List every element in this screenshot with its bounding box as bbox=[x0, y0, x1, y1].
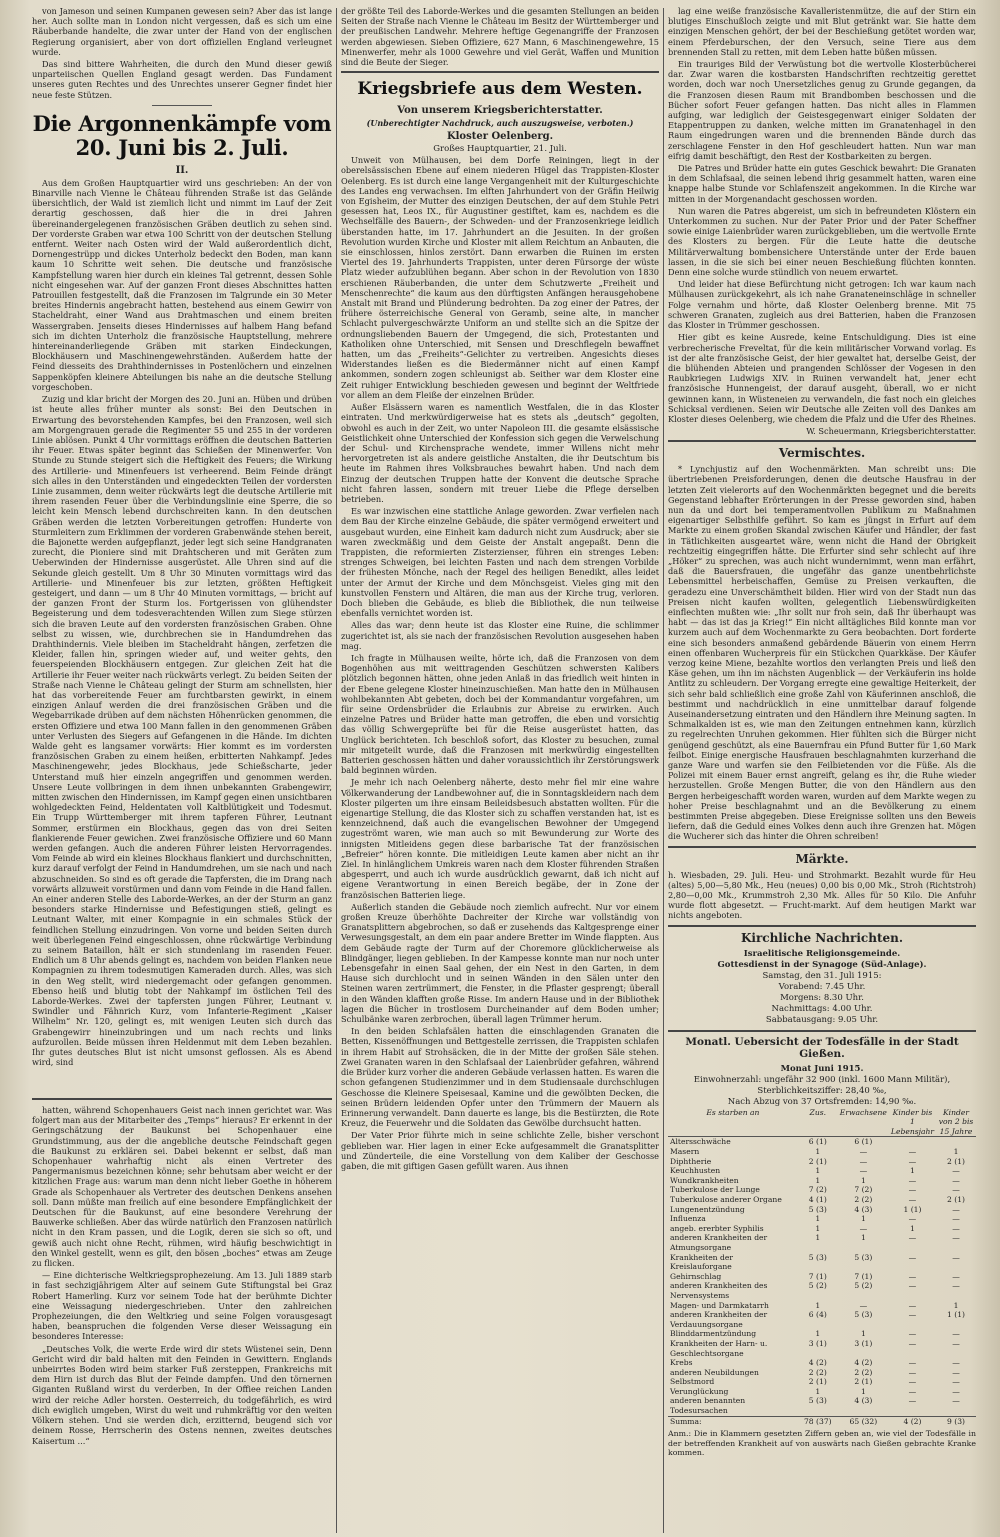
table-cell: 1 bbox=[815, 1386, 821, 1396]
headline-number: II. bbox=[175, 164, 189, 176]
paragraph: von Jameson und seinen Kumpanen gewesen sein? Aber das ist lange her. Auch sollte man in London nicht vergessen, daß es sich um eine Räuberbande handelte, die zwar unter der Hand von der englischen Regierung organisiert, aber von dort offiziellen England verleugnet wurde. bbox=[32, 6, 332, 57]
intro-text bbox=[32, 6, 332, 100]
headline-kriegsbriefe: Kriegsbriefe aus dem Westen. bbox=[357, 79, 643, 100]
table-cell: — bbox=[908, 1310, 917, 1320]
stat-population: Einwohnerzahl: ungefähr 32 900 (inkl. 1600 Mann Militär), Sterblichkeitsziffer: 28,40 ‰, bbox=[693, 1074, 951, 1096]
table-row bbox=[668, 1157, 976, 1167]
table-cell: — bbox=[952, 1185, 960, 1195]
table-cell: Masern bbox=[670, 1147, 700, 1157]
table-cell: Selbstmord bbox=[670, 1377, 715, 1387]
table-cell: 1 bbox=[953, 1147, 959, 1157]
church-notice-line: Sabbatausgang: 9.05 Uhr. bbox=[765, 1014, 879, 1025]
table-header-cell: Kinder von 2 bis 15 Jahre bbox=[936, 1108, 976, 1137]
table-cell: — bbox=[952, 1223, 960, 1233]
table-header-cell: Erwachsene bbox=[838, 1108, 889, 1137]
column-2 bbox=[341, 6, 659, 1531]
table-cell: Krebs bbox=[670, 1358, 693, 1368]
church-notices bbox=[668, 949, 976, 1026]
table-cell: 4 (3) bbox=[854, 1204, 873, 1214]
paragraph: — Eine dichterische Weltkriegsprophezeiung. Am 13. Juli 1889 starb in fast sechzigjährigem Alter auf seinem Gute Stiftungstal bei Graz Robert Hamerling. Kurz vor seinem Tode hat der berühmte Dichter eine Weissagung niedergeschrieben. Unter den zahlreichen Prophezeiungen, die den Weltkrieg und seine Folgen vorausgesagt haben, beanspruchen die folgenden Verse dieser Weissagung ein besonderes Interesse: bbox=[32, 1270, 332, 1342]
table-row bbox=[668, 1368, 976, 1378]
feuilleton-body bbox=[32, 1105, 332, 1446]
stat-note: Anm.: Die in Klammern gesetzten Ziffern geben an, wie viel der Todesfälle in der betreffenden Krankheit auf von auswärts nach Gießen gebrachte Kranke kommen. bbox=[668, 1429, 976, 1458]
paragraph: hatten, während Schopenhauers Geist nach innen gerichtet war. Was folgert man aus der Mitarbeiter des „Temps“ hieraus? Er erkennt in der Geringschätzung der Baukunst bei Schopenhauer eine Grundstimmung, aus der die angebliche deutsche Feindschaft gegen die Baukunst zu erklären sei. Dabei bekennt er selbst, daß man Schopenhauer wahrhaftig nicht als einen Vertreter des Pangermanismus bezeichnen könne; sehr behutsam aber weicht er der kitzlichen Frage aus: warum man denn nicht lieber Goethe in höherem Grade als Schopenhauer als Vertreter des deutschen Denkens ansehen soll. Dann müßte man freilich auf eine besondere Empfänglichkeit der Deutschen für die Baukunst, auf eine besondere Verehrung der Bauwerke schließen. Aber das würde natürlich den Franzosen natürlich nicht in den Kram passen, und die Logik, deren sie sich so oft, und gewiß auch nicht ohne Recht, rühmen, wird häufig beschwichtigt in den Winkel gestellt, wenn es gilt, den bösen „boches“ etwas am Zeuge zu flicken. bbox=[32, 1105, 332, 1269]
table-cell: anderen Krankheiten des Nervensystems bbox=[670, 1281, 768, 1300]
table-row bbox=[668, 1339, 976, 1358]
table-cell: — bbox=[952, 1329, 960, 1339]
table-row bbox=[668, 1205, 976, 1215]
table-cell: — bbox=[859, 1223, 868, 1233]
table-cell: 2 (2) bbox=[854, 1367, 873, 1377]
table-cell: — bbox=[952, 1175, 960, 1185]
church-notice-line: Israelitische Religionsgemeinde. bbox=[743, 948, 901, 959]
table-cell: Keuchhusten bbox=[670, 1166, 721, 1176]
table-row bbox=[668, 1176, 976, 1186]
church-notice-line: Nachmittags: 4.00 Uhr. bbox=[771, 1003, 873, 1014]
paragraph: lag eine weiße französische Kavalleristenmütze, die auf der Stirn ein blutiges Einschußloch zeigte und mit Blut getränkt war. Sie hatte dem einzigen Menschen gehört, der bei der Beschießung getötet worden war, einem Pferdeburschen, der den Versuch, seine Tiere aus dem brennenden Stall zu retten, mit dem Leben hatte büßen müssen. bbox=[668, 6, 976, 57]
column-rule bbox=[663, 8, 664, 1533]
table-sum-row bbox=[668, 1416, 976, 1426]
continued-text bbox=[341, 6, 659, 67]
table-cell: 4 (2) bbox=[889, 1416, 936, 1426]
table-cell: 1 bbox=[860, 1175, 866, 1185]
separator bbox=[668, 1030, 976, 1032]
table-cell: 1 bbox=[815, 1214, 821, 1224]
table-cell: 6 (1) bbox=[854, 1137, 873, 1147]
table-cell: — bbox=[859, 1156, 868, 1166]
table-cell: — bbox=[908, 1300, 917, 1310]
table-cell: — bbox=[908, 1147, 917, 1157]
table-cell: 5 (3) bbox=[808, 1396, 827, 1406]
table-header-cell: Es starben an bbox=[668, 1108, 798, 1137]
table-cell: Verunglückung bbox=[670, 1386, 729, 1396]
church-notice-line: Morgens: 8.30 Uhr. bbox=[780, 992, 864, 1003]
table-cell bbox=[936, 1137, 976, 1147]
table-cell: Tuberkulose der Lunge bbox=[670, 1185, 760, 1195]
table-cell: 78 (37) bbox=[798, 1416, 838, 1426]
table-cell: Wundkrankheiten bbox=[670, 1175, 739, 1185]
table-cell: — bbox=[952, 1396, 960, 1406]
table-cell: 1 (1) bbox=[946, 1310, 965, 1320]
table-cell: — bbox=[952, 1377, 960, 1387]
table-cell: 7 (2) bbox=[854, 1185, 873, 1195]
table-cell: — bbox=[952, 1166, 960, 1176]
table-header-cell: Kinder bis 1 Lebensjahr bbox=[890, 1107, 935, 1136]
separator bbox=[668, 925, 976, 927]
table-cell: 1 bbox=[815, 1223, 821, 1233]
table-cell: — bbox=[952, 1281, 960, 1291]
church-notice-line: Gottesdienst in der Synagoge (Süd-Anlage). bbox=[717, 959, 927, 970]
table-row bbox=[668, 1396, 976, 1416]
table-cell: — bbox=[952, 1214, 960, 1224]
table-cell: 5 (3) bbox=[808, 1204, 827, 1214]
table-cell: Krankheiten der Harn- u. Geschlechtsorgane bbox=[670, 1338, 768, 1358]
paragraph: In den beiden Schlafsälen hatten die einschlagenden Granaten die Betten, Kissenöffnungen und Bettgestelle zerrissen, die Trappisten schlafen in ihrem Habit auf Strohsäcken, die in der Mitte der großen Säle stehen. Zwei Granaten waren in den Schlafsaal der Laienbrüder gefahren, während die Brüder kurz vorher die anderen Gebäude verlassen hatten. Es waren die schon gefangenen Studienzimmer und in dem Studiensaale durchschlugen Geschosse die Kleinere Speisesaal, Kamine und die gewölbten Decken, die seinen Brüdern leidenden Opfer unter den Trümmern der Mauern als Erinnerung verwandelt. Dann dauerte es lange, bis die Bestürzten, die Rote Kreuz, die Feuerwehr und die Soldaten das Gewölbe durchsucht hatten. bbox=[341, 1026, 659, 1129]
dateline: Großes Hauptquartier, 21. Juli. bbox=[433, 144, 567, 155]
table-cell: — bbox=[908, 1214, 917, 1224]
table-cell: anderen Krankheiten der Atmungsorgane bbox=[670, 1233, 768, 1252]
table-row bbox=[668, 1224, 976, 1234]
table-cell: 1 bbox=[910, 1166, 915, 1176]
table-cell: 1 bbox=[860, 1233, 866, 1243]
headline-argonnen: Die Argonnenkämpfe vom 20. Juni bis 2. Juli. bbox=[32, 110, 332, 160]
table-header-cell: Zus. bbox=[798, 1108, 838, 1137]
table-cell: 1 bbox=[860, 1386, 866, 1396]
table-cell: 1 bbox=[860, 1329, 866, 1339]
paragraph: Ich fragte in Mülhausen weilte, hörte ich, daß die Franzosen von dem Bogenhöhen aus mit weittragenden Geschützen schwersten Kalibers plötzlich begonnen hätten, ohne jeden Anlaß in das friedlich weit hinten in der Ebene gelegene Kloster hineinzuschießen. Man hatte den in Mülhausen wohlbekannten Abt gebeten, doch bei der Kommandantur vorgefahren, um für seine Ordensbrüder die Erlaubnis zur Abreise zu erwirken. Auch einzelne Patres und Brüder hatte man getroffen, die eben und vorsichtig das völlig Schwergeprüfte bei für die Reise ausgerüstet hatten, das Unglück berichteten. Ich beschloß sofort, das Kloster zu besuchen, zumal mir mitgeteilt wurde, daß die Franzosen mit merkwürdig eingestellten Batterien geschossen hätten und daher voraussichtlich ihr Zerstörungswerk bald beginnen würden. bbox=[341, 652, 659, 776]
paragraph: „Deutsches Volk, die werte Erde wird dir stets Wüstenei sein, Denn Gericht wird dir bald halten mit den Feinden in Gewittern. Englands unbeirrtes Boden wird beim starker Fuß zersteppen, Frankreichs mit dem Hirn ist durch das Blut der Feinde dampfen. Und den törnernen Giganten Rußland wirst du verderben, In der Offiee reichen Landen wird der reiche Adler horsten. Oesterreich, du todgefährlich, es wird dich ewiglich umgeben, Wirst du weit und ruhmkräftig vor den weiten Völkern stehen. Und sie werden dich, erzitternd, beugend sich vor deinem Rosse, Herrscherin des Ostens nennen, zweites deutsches Kaisertum ...“ bbox=[32, 1343, 332, 1446]
table-cell: 2 (1) bbox=[946, 1156, 965, 1166]
table-row bbox=[668, 1272, 976, 1282]
section-rule bbox=[32, 1098, 332, 1100]
table-cell: — bbox=[908, 1195, 917, 1204]
table-cell: Altersschwäche bbox=[670, 1137, 731, 1147]
separator bbox=[152, 105, 212, 106]
table-row bbox=[668, 1301, 976, 1311]
table-cell: — bbox=[908, 1175, 917, 1185]
table-row bbox=[668, 1281, 976, 1300]
table-cell bbox=[889, 1137, 936, 1147]
table-cell: 5 (3) bbox=[854, 1252, 873, 1262]
stat-population-adjusted: Nach Abzug von 37 Ortsfremden: 14,90 ‰. bbox=[727, 1096, 917, 1107]
article-subtitle: Kloster Oelenberg. bbox=[446, 131, 554, 143]
table-cell: Blinddarmentzündung bbox=[670, 1329, 757, 1339]
table-cell: 5 (2) bbox=[808, 1281, 827, 1291]
column-1 bbox=[32, 6, 332, 1094]
table-row bbox=[668, 1137, 976, 1147]
table-cell: — bbox=[952, 1233, 960, 1243]
section-maerkte: Märkte. bbox=[795, 851, 849, 866]
table-cell: 1 bbox=[815, 1233, 821, 1243]
table-cell: — bbox=[908, 1156, 917, 1166]
paragraph: Unweit von Mülhausen, bei dem Dorfe Reiningen, liegt in der oberelsässischen Ebene auf einem niederen Hügel das Trappisten-Kloster Oelenberg. Es ist durch eine lange Vergangenheit mit der Kulturgeschichte des Landes eng verwachsen. Im elften Jahrhundert von der Gräfin Heilwig von Egisheim, der Mutter des einzigen Deutschen, der auf dem Stuhle Petri gesessen hat, Leos IX., für Augustiner gestiftet, kam es, nachdem es die Wechselfälle des Bauern-, der Schweden- und der Franzosenkriege leidlich überstanden hatte, im 17. Jahrhundert an die Jesuiten. In der großen Revolution wurden Kirche und Kloster mit allem Reichtum an Anbauten, die sie einschlossen, hinlos zerstört. Dann erwarben die Ruinen im ersten Viertel des 19. Jahrhunderts Trappisten, unter deren Fürsorge der wüste Platz wieder aufzublühen begann. Aber schon in der Revolution von 1830 erschienen Räuberbanden, die unter dem Schutzwerte „Freiheit und Menschenrechte“ die kaum aus den dürftigsten Anfängen herausgehobene Anstalt mit Brand und Plünderung bedrohten. Da zog einer der Patres, der frühere österreichische General von Geramb, seine alte, in mancher Schlacht pulvergeschwärzte Uniform an und stellte sich an die Spitze der ordnungsliebenden Bauern der Umgegend, die sich, Protestanten und Katholiken ohne Unterschied, mit Sensen und Dreschflegeln bewaffnet hatten, um das „Freiheits“-Gelichter zu vertreiben. Angesichts dieses Widerstandes ließen es die Biedermänner nicht auf einen Kampf ankommen, sondern zogen schleunigst ab. Seither war dem Kloster eine Zeit ruhiger Entwicklung beschieden gewesen und beginnt der Weltfriede vor allem an dem Fleiße der einzelnen Brüder. bbox=[341, 155, 659, 400]
table-cell: 4 (2) bbox=[854, 1358, 873, 1368]
table-cell: 4 (1) bbox=[808, 1195, 827, 1204]
stat-title: Monatl. Uebersicht der Todesfälle in der Stadt Gießen. bbox=[685, 1035, 959, 1060]
table-cell: — bbox=[908, 1367, 917, 1377]
paragraph: Der Vater Prior führte mich in seine schlichte Zelle, bisher verschont geblieben war. Hier lagen in einer Ecke aufgesammelt die Granatsplitter und Zünderteile, die eine Vorstellung von dem Kaliber der Geschosse gaben, die mit giftigen Gasen gefüllt waren. Aus ihnen bbox=[341, 1130, 659, 1171]
table-cell: — bbox=[908, 1252, 917, 1262]
article-body bbox=[32, 178, 332, 1068]
table-cell: 5 (2) bbox=[854, 1281, 873, 1291]
church-notice-line: Samstag, den 31. Juli 1915: bbox=[762, 970, 882, 981]
table-cell: — bbox=[952, 1386, 960, 1396]
table-cell: 2 (1) bbox=[946, 1195, 965, 1204]
paragraph: Aus dem Großen Hauptquartier wird uns geschrieben: An der von Binarville nach Vienne le Château führenden Straße ist das Gelände übersichtlich, der Wald ist ziemlich licht und nimmt im Lauf der Zeit derartig geschossen, daß hier die in drei Jahren übereinandergelegenen französischen Gräben deutlich zu sehen sind. Der vorderste Graben war etwa 100 Schritt von der deutschen Stellung entfernt. Weiter nach Osten wird der Wald außerordentlich dicht, Dornengestrüpp und dickes Unterholz bedeckt den Boden, man kann kaum 10 Schritte weit sehen. Die deutsche und französische Kampfstellung waren hier durch ein kleines Tal getrennt, dessen Sohle nicht eingesehen war. Auf der ganzen Front dieses Abschnittes hatten Patrouillen festgestellt, daß die Franzosen im Talgrunde ein 30 Meter breites Hindernis angebracht hatten, bestehend aus einem Gewirr von Stacheldraht, einer Wand aus Drahtmaschen und einem breiten Wassergraben. Jenseits dieses Hindernisses auf halbem Hang befand sich im dichten Unterholz die französische Hauptstellung, mehrere hintereinanderliegende Gräben mit starken Eindeckungen, Blockhäusern und Maschinengewehrständen. Außerdem hatte der Feind diesseits des Drahthindernisses in Postenlöchern und einzelnen Sappenköpfen kleinere Abteilungen bis nahe an die deutsche Stellung vorgeschoben. bbox=[32, 177, 332, 392]
vermischtes-body bbox=[668, 464, 976, 842]
table-row bbox=[668, 1358, 976, 1368]
table-cell: — bbox=[952, 1338, 960, 1348]
table-cell: — bbox=[908, 1185, 917, 1195]
table-cell: — bbox=[952, 1367, 960, 1377]
table-cell: 3 (1) bbox=[854, 1338, 873, 1348]
table-row bbox=[668, 1195, 976, 1205]
column-rule bbox=[336, 8, 337, 1533]
markets-text: h. Wiesbaden, 29. Juli. Heu- und Strohmarkt. Bezahlt wurde für Heu (altes) 5,00—5,80 Mk., Heu (neues) 0,00 bis 0,00 Mk., Stroh (Richtstroh) 2,80—0,00 Mk., Krummstroh 2,30 Mk. Alles für 50 Kilo. Die Anfuhr wurde flott abgesetzt. — Frucht-markt. Auf dem heutigen Markt war nichts angeboten. bbox=[668, 869, 976, 921]
table-cell: Influenza bbox=[670, 1214, 706, 1224]
table-cell: Lungenentzündung bbox=[670, 1204, 745, 1214]
table-cell: — bbox=[859, 1300, 868, 1310]
table-cell: 1 bbox=[815, 1147, 821, 1157]
table-cell: anderen Neubildungen bbox=[670, 1367, 759, 1377]
table-cell: 5 (3) bbox=[808, 1252, 827, 1262]
table-cell: — bbox=[908, 1329, 917, 1339]
table-cell: — bbox=[908, 1271, 917, 1281]
table-cell: — bbox=[952, 1358, 960, 1368]
table-row bbox=[668, 1253, 976, 1272]
paragraph: * Lynchjustiz auf den Wochenmärkten. Man schreibt uns: Die übertriebenen Preisforderungen, denen die deutsche Hausfrau in der letzten Zeit vielerorts auf den Wochenmärkten begegnet und die bereits Gegenstand lebhafter Erörterungen in der Presse geworden sind, haben nun da und dort bei temperamentvollen Publikum zu Maßnahmen eigenartiger Selbsthilfe geführt. So kam es jüngst in Erfurt auf dem Markte zu einem großen Skandal zwischen Käufer und Händler, der fast in Tätlichkeiten ausgeartet wäre, wenn nicht die Hand der Obrigkeit rechtzeitig eingegriffen hätte. Die Erfurter sind sehr schlecht auf ihre „Höker“ zu sprechen, was auch nicht wundernimmt, wenn man erfährt, daß die Bauersfrauen, die ungefähr das ganze unentbehrlichste Lebensmittel herbeischaffen, Gemüse zu Preisen verkauften, die geradezu eine Unverschämtheit bilden. Hier wird von der Stadt nun das Preisen nicht kaufen wollten, gelegentlich Liebenswürdigkeiten einflechten mußten wie: „Ihr sollt nur froh sein, daß Ihr überhaupt was habt — das ist das ja Krieg!“ Ein nicht alltägliches Bild konnte man vor kurzem auch auf dem Wochenmarkte zu Gera beobachten. Dort forderte eine sich besonders anmaßend gebärdende Bäuerin von einem Herrn einen offenbaren Wucherpreis für ein Stückchen Quarkkäse. Der Käufer verzog keine Miene, bezahlte wortlos den verlangten Preis und ließ den Käse gehen, um ihn im nächsten Augenblick — der Verkäuferin ins holde Antlitz zu schleudern. Der Vorgang erregte eine gewaltige Heiterkeit, der sich sehr bald schließlich eine große Zahl von Käuferinnen anschloß, die bestimmt und nachdrücklich in eine unmittelbar darauf folgende Auseinandersetzung eintraten und den Händlern ihre Meinung sagten. In Schmalkalden ist es, wie man den Zeitungen entnehmen kann, kürzlich zu regelrechten Unruhen gekommen. Hier fühlten sich die Bürger nicht genügend geschützt, als eine Bauernfrau ein Pfund Butter für 1,60 Mark feilbot. Einige energische Hausfrauen beschlagnahmten kurzerhand die ganze Ware und warfen sie den Feilbietenden vor die Füße. Als die Polizei mit einem Bauer ernst angreift, gelang es ihr, die Ruhe wieder herzustellen. Große Mengen Butter, die von den Händlern aus den Bergen herbeigeschafft worden waren, wurden auf dem Markte wegen zu hoher Preise beschlagnahmt und an die Bevölkerung zu einem bestimmten Preise abgegeben. Diese Ereignisse sollten uns den Beweis liefern, daß die Geduld eines Volkes denn auch ihre Grenzen hat. Mögen die Wucherer sich das hinter die Ohren schreiben! bbox=[668, 464, 976, 842]
table-cell: angeb. ererbter Syphilis bbox=[670, 1223, 764, 1233]
paragraph: Und leider hat diese Befürchtung nicht getrogen: Ich war kaum nach Mülhausen zurückgekehrt, als ich nahe Granateneinschläge in schneller Folge vernahm und hörte, daß Kloster Oelenberg brenne. Mit 75 schweren Granaten, zugleich aus drei Batterien, haben die Franzosen das Kloster in Trümmer geschossen. bbox=[668, 279, 976, 331]
paragraph: Alles das war; denn heute ist das Kloster eine Ruine, die schlimmer zugerichtet ist, als sie nach der französischen Revolution ausgesehen haben mag. bbox=[341, 620, 659, 651]
church-notice-line: Vorabend: 7.45 Uhr. bbox=[778, 981, 866, 992]
table-cell: 1 bbox=[815, 1166, 821, 1176]
table-cell: 1 (1) bbox=[903, 1204, 922, 1214]
table-cell: 6 (4) bbox=[808, 1310, 827, 1320]
byline: Von unserem Kriegsberichterstatter. bbox=[397, 105, 603, 117]
table-cell: — bbox=[859, 1147, 868, 1157]
table-cell: anderen benannten Todesursachen bbox=[670, 1396, 746, 1416]
table-cell: 1 bbox=[953, 1300, 959, 1310]
table-cell: — bbox=[908, 1233, 917, 1243]
paragraph: Das sind bittere Wahrheiten, die durch den Mund dieser gewiß unparteiischen Quellen England gesagt werden. Das Fundament unseres guten Rechtes und des Unrechtes unserer Gegner findet hier neue feste Stützen. bbox=[32, 59, 332, 100]
table-cell: anderen Krankheiten der Verdauungsorgane bbox=[670, 1310, 768, 1329]
table-cell: 6 (1) bbox=[808, 1137, 827, 1147]
table-cell: — bbox=[908, 1386, 917, 1396]
table-cell: 65 (32) bbox=[838, 1416, 889, 1426]
table-cell: 2 (2) bbox=[854, 1195, 873, 1204]
table-cell: 2 (2) bbox=[808, 1367, 827, 1377]
article-body bbox=[668, 6, 976, 424]
table-cell: Krankheiten der Kreislauforgane bbox=[670, 1252, 733, 1272]
table-cell: — bbox=[952, 1204, 960, 1214]
table-cell: — bbox=[859, 1166, 868, 1176]
table-cell: 7 (1) bbox=[808, 1271, 827, 1281]
table-row bbox=[668, 1377, 976, 1387]
table-cell: 4 (2) bbox=[808, 1358, 827, 1368]
table-row bbox=[668, 1329, 976, 1339]
table-row bbox=[668, 1147, 976, 1157]
table-cell: — bbox=[952, 1252, 960, 1262]
separator bbox=[668, 846, 976, 848]
table-cell: 9 (3) bbox=[936, 1416, 976, 1426]
separator bbox=[668, 440, 976, 442]
table-row bbox=[668, 1166, 976, 1176]
paragraph: Zuzig und klar bricht der Morgen des 20. Juni an. Hüben und drüben ist heute alles früher munter als sonst: Bei den Deutschen in Erwartung des bevorstehenden Kampfes, bei den Franzosen, weil sich am Morgengrauen gerade die Regimenter 55 und 255 in der vorderen Linie ablösen. Punkt 4 Uhr vormittags eröffnen die deutschen Batterien ihr Feuer. Etwas später beginnt das Schießen der Minenwerfer. Von Stunde zu Stunde steigert sich die Heftigkeit des Feuers; die Wirkung des Artillerie- und Minenfeuers ist verheerend. Beim Feinde drängt sich alles in den Unterständen und eingedeckten Teilen der vordersten Linie zusammen, denn weiter rückwärts legt die deutsche Artillerie mit ihrem rasenden Feuer über die Verbindungslinie eine Sperre, die so leicht kein Mensch lebend durchschreiten kann. In den deutschen Gräben werden die letzten Vorbereitungen getroffen: Hunderte von Sturmleitern zum Erklimmen der vorderen Grabenwände stehen bereit, die Bajonette werden aufgepflanzt, jeder legt sich seine Handgranaten zurecht, die Pioniere sind mit Drahtscheren und mit Geräten zum Ueberwinden der Hindernisse ausgerüstet. Alle Uhren sind auf die Sekunde gleich gestellt. Um 8 Uhr 30 Minuten vormittags wird das Artillerie- und Minenfeuer bis zur letzten, größten Heftigkeit gesteigert, und dann — um 8 Uhr 40 Minuten vormittags, — bricht auf der ganzen Front der Sturm los. Fortgerissen von glühendster Begeisterung und dem todesverachtenden Willen zum Siege stürzen sich die braven Leute auf den vordersten französischen Graben. Ohne selbst zu wissen, wie, durchbrechen sie in Handumdrehen das Drahthindernis. Viele bleiben im Stacheldraht hängen, zerfetzen die Kleider, fallen hin, springen wieder auf, und weiter gehts, den feuerspeienden Blockhäusern entgegen. Zur gleichen Zeit hat die Artillerie ihr Feuer weiter nach rückwärts verlegt. Zu beiden Seiten der Straße nach Vienne le Château gelingt der Sturm am schnellsten, hier hat das vorbereitende Feuer am furchtbarsten gewirkt, in einem einzigen Anlauf werden die drei französischen Gräben und die Wegebarrikade drüben auf dem nächsten Höhenrücken genommen, die ersten Offiziere und etwa 100 Mann fallen in den genommenen Gräben unter Verlusten des Siegers auf Gefangenen in die Hände. Im dichten Walde geht es langsamer vorwärts: Hier kommt es im vordersten französischen Graben zu einem heißen, erbitterten Nahkampf. Jedes Maschinengewehr, jedes Blockhaus, jede Schießscharte, jeder Unterstand muß hier einzeln angegriffen und genommen werden. Unsere Leute vollbringen in dem ihnen unbekannten Grabengewirr, mitten zwischen den Hindernissen, im Kampf gegen einen unsichtbaren wohlgedeckten Feind, Heldentaten voll Kaltblütigkeit und Todesmut. Ein Trupp Württemberger mit ihrem tapferen Führer, Leutnant Sommer, erstürmen ein Blockhaus, gegen das von drei Seiten flankierende Feuer gewichen. Zwei französische Offiziere und 60 Mann werden gefangen. Auch die anderen Führer leisten Hervorragendes. Vom Feinde ab wird ein kleines Blockhaus flankiert und durchschnitten, kurz darauf verfolgt der Feind in Handumdrehen, um sie nach und nach abzuschneiden. So sind es oft gerade die Tapfersten, die im Drang nach vorwärts allzuweit vorstürmen und dann vom Feinde in die Hand fallen. An einer anderen Stelle des Laborde-Werkes, an der der Sturm an ganz besonders starke Hindernisse und Befestigungen stieß, gelingt es Leutnant Walter, mit einer Kompagnie in ein schmales Stück der feindlichen Stellung einzudringen. Von vorne und beiden Seiten durch weit überlegenen Feind eingeschlossen, ohne rückwärtige Verbindung zu seinem Bataillon, hält er sich stundenlang im rasenden Feuer. Endlich um 8 Uhr abends gelingt es, nachdem von beiden Flanken neue Kompagnien zu ihrem todesmutigen Kameraden durch. Alles, was sich in den Weg stellt, wird niedergemacht oder gefangen genommen. Ebenso heiß und blutig tobt der Nahkampf im östlichen Teil des Laborde-Werkes. Zwei der tapfersten jungen Führer, Leutnant v. Swindler und Fähnrich Kurz, vom Infanterie-Regiment „Kaiser Wilhelm“ Nr. 120, gelingt es, mit wenigen Leuten sich durch das Grabengewirr hineinzubringen und um nach rechts und links aufzurollen. Beide müssen ihren Heldenmut mit dem Leben bezahlen. Ihr gutes deutsches Blut ist nicht umsonst geflossen. Als es Abend wird, sind bbox=[32, 394, 332, 1068]
table-row bbox=[668, 1185, 976, 1195]
section-kirchliche: Kirchliche Nachrichten. bbox=[740, 930, 904, 945]
table-cell: 4 (3) bbox=[854, 1396, 873, 1406]
table-row bbox=[668, 1214, 976, 1224]
paragraph: Es war inzwischen eine stattliche Anlage geworden. Zwar verfielen nach dem Bau der Kirche einzelne Gebäude, die später vermögend erweitert und ausgebaut wurden, eine Einheit kam dadurch nicht zum Ausdruck; aber sie waren zweckmäßig und dem Geiste der Anstalt angepaßt. Denn die Trappisten, die reformierten Zisterzienser, führen ein strenges Leben: strenges Schweigen, bei leichten Fasten und nach dem strengen Vorbilde der frühesten Mönche, nach der Regel des heiligen Benedikt, alles leidet unter der Armut der Kirche und dem Mönchsgeist. Vieles ging mit den kunstvollen Fenstern und Altären, die man aus der Kirche trug, verloren. Doch blieben die Gebäude, es blieb die Bibliothek, die nun teilweise ebenfalls vernichtet worden ist. bbox=[341, 506, 659, 619]
table-cell: — bbox=[908, 1338, 917, 1348]
table-cell: 5 (3) bbox=[854, 1310, 873, 1320]
table-cell: 2 (1) bbox=[854, 1377, 873, 1387]
paragraph: Hier gibt es keine Ausrede, keine Entschuldigung. Dies ist eine verbrecherische Freveltat, für die kein militärischer Vorwand vorlag. Es ist der alte französische Geist, der hier gewaltet hat, derselbe Geist, der die blühenden Abteien und prangenden Schlösser der Vogesen in den Raubkriegen Ludwigs XIV. in Ruinen verwandelt hat, jener echt französische Hunnengeist, der darauf ausgeht, überall, wo er nicht gewinnen kann, in Wüsteneien zu verwandeln, die fast noch ein gleiches Schicksal verdienen. Seien wir Deutsche alle Zeiten voll des Dankes am Kloster dieses Oelenberg, wie chedem die Pfalz und die Ufer des Rheines. bbox=[668, 332, 976, 424]
paragraph: Außer Elsässern waren es namentlich Westfalen, die in das Kloster eintraten. Und merkwürdigerweise hat es stets als „deutsch“ gegolten, obwohl es auch in der Zeit, wo unter Napoleon III. die gesamte elsässische Geistlichkeit ohne Unterschied der Konfession sich gegen die Verwelschung der Schul- und Kirchensprache wendete, immer Willens nicht mehr hervorgetreten ist als andere geistliche Anstalten, die ihr Deutschtum bis heute im Rahmen ihres Volksbrauches bewahrt haben. Und nach dem Einzug der deutschen Truppen hatte der Konvent die deutsche Sprache nicht fahren lassen, sondern mit treuer Liebe die Pflege derselben betrieben. bbox=[341, 402, 659, 504]
copyright-note: (Unberechtigter Nachdruck, auch auszugsweise, verboten.) bbox=[366, 118, 634, 129]
table-cell: 1 bbox=[910, 1223, 915, 1233]
separator bbox=[341, 71, 659, 73]
table-cell: — bbox=[908, 1396, 917, 1406]
table-cell: 2 (1) bbox=[808, 1156, 827, 1166]
paragraph: Ein trauriges Bild der Verwüstung bot die wertvolle Klosterbücherei dar. Zwar waren die kostbarsten Handschriften rechtzeitig gerettet worden, doch war noch Unersetzliches genug zu Grunde gegangen, da die Franzosen diesen Raum mit Brandbomben beschossen und die Bücher sofort Feuer gefangen hatten. Das nicht alles in Flammen aufging, war lediglich der Geistesgegenwart einiger Soldaten der Etappentruppen zu danken, welche mitten im Granatenhagel in den Raum eingedrungen waren und die brennenden Bände durch das zerschlagene Fenster in den Hof geschleudert hatten. Nun war man eifrig damit beschäftigt, den Rest der Kostbarkeiten zu bergen. bbox=[668, 59, 976, 161]
table-cell: Diphtherie bbox=[670, 1156, 712, 1166]
table-cell: 3 (1) bbox=[808, 1338, 827, 1348]
table-cell: Tuberkulose anderer Organe bbox=[670, 1195, 782, 1204]
table-row bbox=[668, 1233, 976, 1252]
table-cell: Summa: bbox=[668, 1416, 798, 1426]
paragraph: Außerlich standen die Gebäude noch ziemlich aufrecht. Nur vor einem großen Kreuze überhöhte Dachreiter der Kirche war vollständig von Granatsplittern abgebrochen, so daß er zusehends das Kaltgesprenge einer Verwesungsgestalt, an dem ein paar andere Bretter im Winde flappten. Aus dem Gebäude ragte der Turm auf der Choremore glücklicherweise als Blindgänger, liegen geblieben. In der Kampesse konnte man nur noch unter Lebensgefahr in einen Saal gehen, der ein Nest in den Garten, in dem Hause sich durchlocht und in seinen Wänden in den Sälen unter den Steinen waren zertrümmert, die Fenster, in die Pflaster gesprengt; überall in den Wänden klafften große Risse. Im andern Hause und in der Bibliothek lagen die Bücher in trostlosem Durcheinander auf dem Boden umher; Schulbänke waren zerbrochen, überall lagen Trümmer herum. bbox=[341, 901, 659, 1025]
table-cell: — bbox=[908, 1358, 917, 1368]
table-cell: 2 (1) bbox=[808, 1377, 827, 1387]
column-1-feuilleton bbox=[32, 1105, 332, 1530]
table-cell: 7 (1) bbox=[854, 1271, 873, 1281]
table-cell: 1 bbox=[860, 1214, 866, 1224]
column-3 bbox=[668, 6, 976, 1531]
table-cell: 1 bbox=[815, 1329, 821, 1339]
table-row bbox=[668, 1310, 976, 1329]
table-cell: — bbox=[952, 1271, 960, 1281]
table-cell: Magen- und Darmkatarrh bbox=[670, 1300, 769, 1310]
paragraph: Nun waren die Patres abgereist, um sich in befreundeten Klöstern ein Unterkommen zu suchen. Nur der Pater Prior und der Pater Scheffner sowie einige Laienbrüder waren zurückgeblieben, um die wertvolle Ernte des Klosters zu bergen. Für die Leute hatte die deutsche Militärverwaltung bombensichere Unterstände unter der Erde bauen lassen, in die sie sich bei einer neuen Beschießung flüchten konnten. Denn eine solche wurde stündlich von neuem erwartet. bbox=[668, 205, 976, 278]
table-cell: — bbox=[908, 1281, 917, 1291]
article-body bbox=[341, 155, 659, 1171]
section-vermischtes: Vermischtes. bbox=[778, 446, 866, 461]
table-cell: 7 (2) bbox=[808, 1185, 827, 1195]
table-cell: 1 bbox=[815, 1300, 821, 1310]
signature: W. Scheuermann, Kriegsberichterstatter. bbox=[806, 426, 976, 437]
paragraph: Je mehr ich nach Oelenberg näherte, desto mehr fiel mir eine wahre Völkerwanderung der Landbewohner auf, die in Sonntagskleidern nach dem Kloster pilgerten um ihre einsam Beileidsbesuch abstatten wollten. Für die eigenartige Stellung, die das Kloster sich zu schaffen verstanden hat, ist es kennzeichnend, daß auch die evangelischen Bewohner der Umgegend zugeströmt waren, wie man auch so mit Bewunderung zur Worte des innigsten Mitleidens gegen diese barbarische Tat der französischen „Befreier“ hören konnte. Die mitleidigen Leute kamen aber nicht an ihr Ziel. In hinlänglichem Umkreis waren nach dem Kloster führenden Straßen abgesperrt, und auch ich wurde ausdrücklich gewarnt, daß ich nicht auf eigene Verantwortung in einen Bereich begäbe, der in Zone der französischen Batterien liege. bbox=[341, 777, 659, 900]
table-cell: 1 bbox=[815, 1175, 821, 1185]
paragraph: Die Patres und Brüder hatte ein gutes Geschick bewahrt: Die Granaten in dem Schlafsaal, die seinen lebend ihrig gesammelt hatten, waren eine knappe halbe Stunde vor Schlafenszeit angekommen. In die Kirche war mitten in der Morgenandacht geschossen worden. bbox=[668, 163, 976, 204]
table-cell: Gehirnschlag bbox=[670, 1271, 722, 1281]
table-cell: — bbox=[908, 1377, 917, 1387]
death-statistics-table bbox=[668, 1108, 976, 1427]
paragraph: der größte Teil des Laborde-Werkes und die gesamten Stellungen an beiden Seiten der Straße nach Vienne le Château im Besitz der Württemberger und der preußischen Landwehr. Mehrere heftige Gegenangriffe der Franzosen werden abgewiesen. Sieben Offiziere, 627 Mann, 6 Maschinengewehre, 15 Minenwerfer, mehr als 1000 Gewehre und viel Gerät, Waffen und Munition sind die Beute der Sieger. bbox=[341, 6, 659, 68]
table-row bbox=[668, 1387, 976, 1397]
stat-month: Monat Juni 1915. bbox=[780, 1063, 864, 1074]
